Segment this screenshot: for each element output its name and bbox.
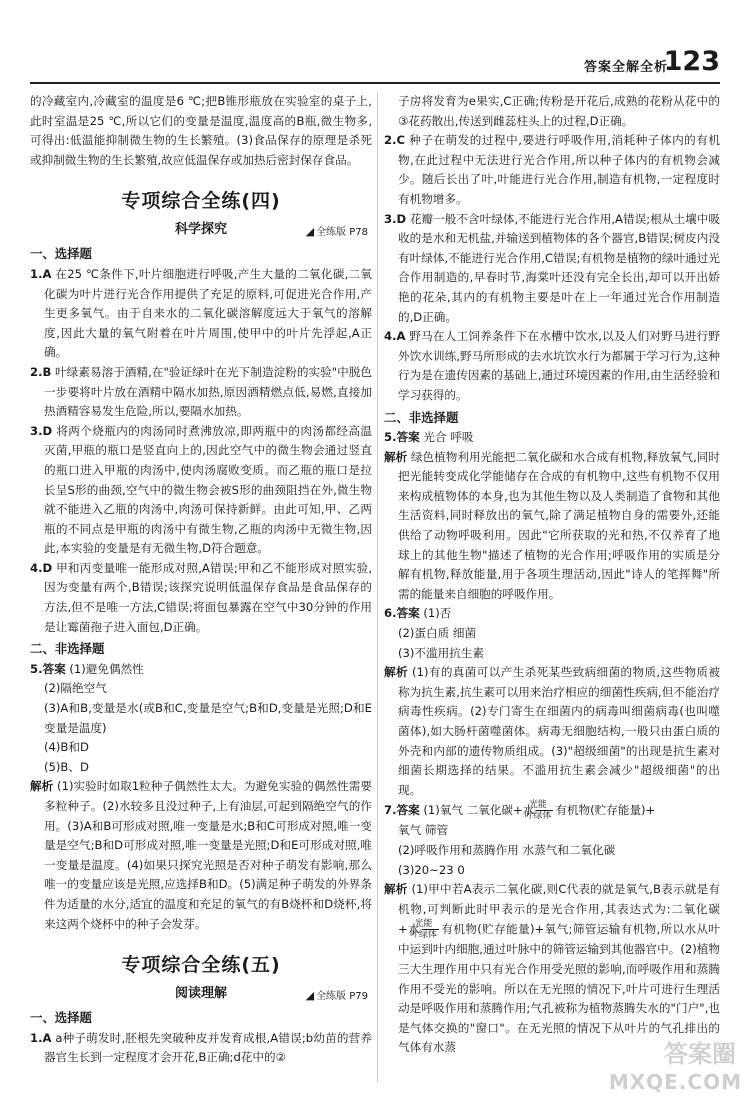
answer-item [30, 660, 372, 680]
answer-number: 1.A [30, 1030, 52, 1045]
explanation-label: 解析 [384, 882, 408, 897]
answer-line: (3)20~23 0 [398, 862, 465, 877]
section-title-4: 专项综合全练(四) [121, 190, 281, 213]
answer-text: 在25 ℃条件下,叶片细胞进行呼吸,产生大量的二氧化碳,二氧化碳为叶片进行光合作用提供了充足的原料,可促进光合作用,产生更多氧气。由于自来水的二氧化碳溶解度远大于氧气的溶解度,因此大量的氧气附着在叶片周围,使甲中的叶片先浮起,A正确。 [44, 266, 372, 360]
group-heading: 二、非选择题 [384, 409, 459, 425]
answer-number: 6.答案 [384, 606, 420, 621]
answer-text: (1)避免偶然性 [69, 661, 144, 676]
explanation [30, 777, 372, 934]
condition-bottom: 叶绿体 [524, 811, 552, 822]
answer-number: 4.D [30, 560, 53, 575]
section-subtitle-row-5 [30, 982, 372, 1006]
explanation [384, 880, 720, 1058]
section-subtitle-5: 阅读理解 [174, 986, 227, 1002]
section-subtitle-4: 科学探究 [174, 222, 227, 238]
answer-item [30, 559, 372, 637]
answer-text: 种子在萌发的过程中,要进行呼吸作用,消耗种子体内的有机物,在此过程中无法进行光合作用,所以种子体内的有机物会减少。随后长出了叶,叶能进行光合作用,制造有机物,一定程度时有机物增多。 [398, 133, 721, 206]
group-heading: 一、选择题 [30, 246, 92, 262]
explanation-label: 解析 [384, 449, 408, 464]
explanation [384, 663, 720, 800]
answer-text: 野马在人工饲养条件下在水槽中饮水,以及人们对野马进行野外饮水训练,野马所形成的去水坑饮水行为都属于学习行为,这种行为是在遗传因素的基础上,通过环境因素的作用,由生活经验和学习获得的。 [398, 329, 721, 402]
pencil-icon: ◢ [305, 225, 315, 239]
answer-text: 光合 呼吸 [423, 430, 474, 445]
condition-top: 光能 [422, 919, 439, 930]
answer-number: 3.D [384, 211, 407, 226]
section-title-5: 专项综合全练(五) [121, 954, 281, 977]
answer-line: (3)A和B,变量是水(或B和C,变量是空气;B和D,变量是光照;D和E变量是温度) [44, 701, 372, 735]
explanation-text: (1)有的真菌可以产生杀死某些致病细菌的物质,这些物质被称为抗生素,抗生素可以用来治疗相应的细菌性疾病,但不能治疗病毒性疾病。(2)专门寄生在细菌内的病毒叫细菌病毒(也叫噬菌体),如大肠杆菌噬菌体。病毒无细胞结构,一般只由蛋白质的外壳和内部的遗传物质组成。(3)"超级细菌"的出现是抗生素对细菌长期选择的结果。不滥用抗生素会减少"超级细菌"的出现。 [398, 665, 720, 797]
answer-item [30, 422, 372, 559]
answer-number: 5.答案 [384, 430, 420, 445]
answer-line: (2)呼吸作用和蒸腾作用 水蒸气和二氧化碳 [398, 842, 616, 857]
section-subtitle-row-4 [30, 218, 372, 242]
reaction-condition [410, 919, 439, 941]
page-number: 123 [663, 46, 720, 77]
answer-text: (1)否 [423, 606, 452, 621]
header-rule [30, 82, 720, 84]
condition-top: 光能 [536, 800, 553, 811]
page-ref-text: 全练版 P79 [316, 991, 368, 1003]
answer-line: (2)隔绝空气 [44, 681, 107, 696]
answer-line: (3)不滥用抗生素 [398, 645, 484, 660]
page-ref-4 [306, 222, 368, 243]
answer-line: 氧气 筛管 [398, 823, 449, 838]
intro-paragraph: 的冷藏室内,冷藏室的温度是6 ℃;把B锥形瓶放在实验室的桌子上,此时室温是25 ℃,所以它们的变量是温度,温度高的B瓶,微生物多,可得出:低温能抑制微生物的生长繁殖。(3)食品保存的原理是杀死或抑制微生物的生长繁殖,故应低温保存或加热后密封保存食品。 [30, 94, 372, 167]
group-heading: 二、非选择题 [30, 641, 105, 657]
explanation-text: 绿色植物利用光能把二氧化碳和水合成有机物,释放氧气,同时把光能转变成化学能储存在合成的有机物中,这些有机物不仅用来构成植物体的本身,也为其他生物以及人类制造了食物和其他生活资料,同时释放出的氧气,除了满足植物自身的需要外,还能供给了动物呼吸利用。因此"它所获取的光和热,不仅养育了地球上的其他生物"描述了植物的光合作用;呼吸作用的实质是分解有机物,释放能量,用于各项生理活动,因此"诗人的笔挥舞"所需的能量来自细胞的呼吸作用。 [398, 449, 720, 601]
answer-item [384, 210, 720, 328]
page-ref-5 [306, 986, 368, 1007]
watermark-top: 答案圈 [664, 1040, 736, 1068]
answer-number: 5.答案 [30, 661, 66, 676]
column-divider [377, 92, 378, 1082]
answer-number: 3.D [30, 423, 53, 438]
answer-text: a种子萌发时,胚根先突破种皮并发育成根,A错误;b幼苗的营养器官生长到一定程度才会开花,B正确;d花中的② [44, 1030, 372, 1065]
answer-number: 2.C [384, 133, 405, 148]
condition-bottom: 叶绿体 [410, 930, 438, 941]
answer-item [30, 363, 372, 422]
answer-line: (4)B和D [44, 740, 89, 755]
page-ref-text: 全练版 P78 [316, 227, 368, 239]
watermark-logo [608, 1034, 742, 1094]
pencil-icon: ◢ [305, 989, 315, 1003]
answer-number: 2.B [30, 364, 52, 379]
right-column [384, 92, 720, 1058]
continued-text: 子房将发育为e果实,C正确;传粉是开花后,成熟的花粉从花中的③花药散出,传送到雌蕊柱头上的过程,D正确。 [398, 94, 720, 128]
header-tag: 答案全解全析 [583, 60, 668, 75]
watermark-bottom: MXQE.COM [608, 1070, 742, 1094]
answer-text: 花瓣一般不含叶绿体,不能进行光合作用,A错误;根从土壤中吸收的是水和无机盐,并输送到植物体的各个器官,B错误;树皮内没有叶绿体,不能进行光合作用,C错误;有机物是植物的绿叶通过光合作用制造的,早春时节,海棠叶还没有完全长出,却可以开出娇艳的花朵,其内的有机物主要是叶在上一年通过光合作用制造的,D正确。 [398, 211, 720, 324]
answer-item [384, 604, 720, 624]
answer-number: 4.A [384, 329, 406, 344]
answer-text: 有机物(贮存能量)+ [555, 803, 656, 818]
explanation-text: 有机物(贮存能量)+氧气;筛管运输有机物,所以水从叶中运到叶内细胞,通过叶脉中的筛管运输到其他器官中。(2)植物三大生理作用中只有光合作用受光照的影响,而呼吸作用和蒸腾作用不受光的影响。所以在无光照的情况下,叶片可进行生理活动是呼吸作用和蒸腾作用;气孔被称为植物蒸腾失水的"门户",也是气体交换的"窗口"。在无光照的情况下从叶片的气孔排出的气体有水蒸 [398, 922, 720, 1055]
answer-item [30, 265, 372, 363]
answer-line: (5)B、D [44, 759, 89, 774]
explanation [384, 448, 720, 605]
answer-item [384, 800, 720, 821]
explanation-text: (1)甲中若A表示二氧化碳,则C代表的就是氧气,B表示就是有机物,可判断此时甲表示的是光合作用,其表达式为:二氧化碳+水 [398, 882, 720, 937]
explanation-label: 解析 [30, 779, 54, 794]
answer-text: 将两个烧瓶内的肉汤同时煮沸放凉,即两瓶中的肉汤都经高温灭菌,甲瓶的瓶口是竖直向上的,因此空气中的微生物会通过竖直的瓶口进入甲瓶的肉汤中,使肉汤腐败变质。而乙瓶的瓶口是拉长呈S形的曲颈,空气中的微生物会被S形的曲颈阻挡在外,微生物就不能进入乙瓶的肉汤中,肉汤可保持新鲜。由此可知,甲、乙两瓶的不同点是甲瓶的肉汤中有微生物,乙瓶的肉汤中无微生物,因此,本实验的变量是有无微生物,D符合题意。 [44, 423, 373, 556]
answer-text: 甲和丙变量唯一能形成对照,A错误;甲和乙不能形成对照实验,因为变量有两个,B错误;该探究说明低温保存食品是食品保存的方法,但不是唯一方法,C错误;将面包暴露在空气中30分钟的作用是让霉菌孢子进入面包,D正确。 [44, 560, 373, 634]
answer-text: (1)氧气 二氧化碳+水 [423, 803, 535, 818]
answer-number: 1.A [30, 266, 52, 281]
reaction-condition [524, 800, 553, 822]
answer-number: 7.答案 [384, 803, 420, 818]
answer-item [384, 327, 720, 405]
answer-item [384, 428, 720, 448]
group-heading: 一、选择题 [30, 1010, 92, 1026]
answer-item [384, 131, 720, 209]
answer-text: 叶绿素易溶于酒精,在"验证绿叶在光下制造淀粉的实验"中脱色一步要将叶片放在酒精中隔水加热,原因酒精燃点低,易燃,直接加热酒精容易发生危险,所以,要隔水加热。 [44, 364, 372, 419]
answer-line: (2)蛋白质 细菌 [398, 626, 477, 641]
explanation-label: 解析 [384, 665, 408, 680]
left-column [30, 92, 372, 1068]
answer-item [30, 1029, 372, 1068]
explanation-text: (1)实验时如取1粒种子偶然性太大。为避免实验的偶然性需要多粒种子。(2)水较多且没过种子,上有油层,可起到隔绝空气的作用。(3)A和B可形成对照,唯一变量是水;B和C可形成对照,唯一变量是空气;B和D可形成对照,唯一变量是光照;D和E可形成对照,唯一变量是温度。(4)如果只探究光照是否对种子萌发有影响,那么唯一的变量应该是光照,应选择B和D。(5)满足种子萌发的外界条件为适量的水分,适宜的温度和充足的氧气的有B烧杯和D烧杯,将来这两个烧杯中的种子会发芽。 [44, 779, 372, 931]
page-header [0, 0, 750, 86]
